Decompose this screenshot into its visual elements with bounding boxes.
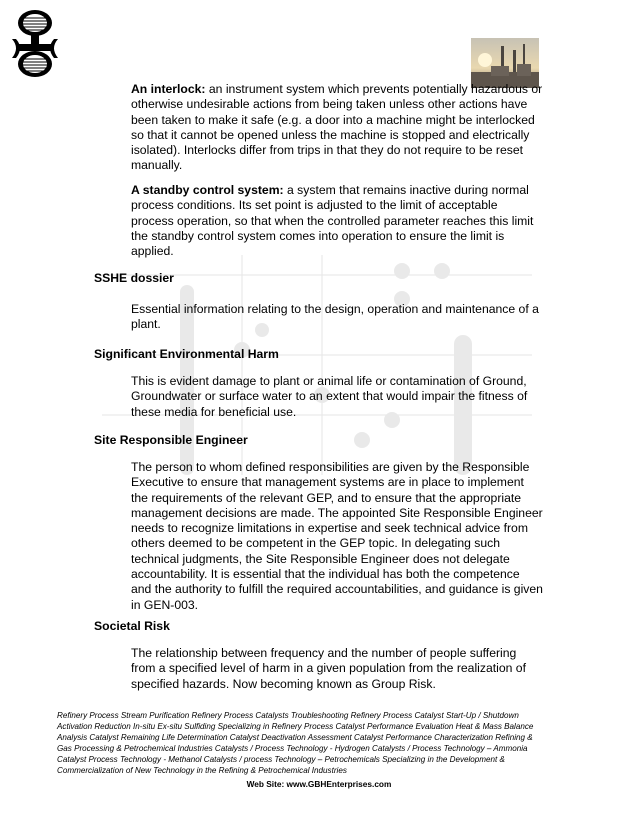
definition-interlock: [131, 82, 543, 174]
definition-text: an instrument system which prevents potentially hazardous or otherwise undesirable actions from being taken unless other actions have been taken to make it safe (e.g. a door into a machine might be interlocked so that it cannot be opened unless the machine is stopped and electrically isolated). Interlocks differ from trips in that they do not require to be reset manually.: [131, 82, 543, 173]
footer-services: Refinery Process Stream Purification Refinery Process Catalysts Troubleshooting Refinery Process Catalyst Start-Up / Shutdown Activation Reduction In-situ Ex-situ Sulfiding Specializing in Refinery Process Catalyst Performance Evaluation Heat & Mass Balance Analysis Catalyst Remaining Life Determination Catalyst Deactivation Assessment Catalyst Performance Characterization Refining & Gas Processing & Petrochemical Industries Catalysts / Process Technology - Hydrogen Catalysts / Process Technology – Ammonia Catalyst Process Technology - Methanol Catalysts / process Technology – Petrochemicals Specializing in the Development & Commercialization of New Technology in the Refining & Petrochemical Industries: [57, 711, 534, 775]
definition-term: A standby control system:: [131, 183, 284, 197]
definition-term: An interlock:: [131, 82, 206, 96]
heading-site-responsible-engineer: Site Responsible Engineer: [94, 433, 248, 447]
section-body: The person to whom defined responsibilities are given by the Responsible Executive to ensure that management systems are in place to implement the requirements of the relevant GEP, and to ensure that the appropriate management decisions are made. The appointed Site Responsible Engineer needs to recognize limitations in expertise and seek technical advice from others deemed to be competent in the GEP topic. In delegating such technical judgments, the Site Responsible Engineer does not delegate accountability. It is essential that the individual has both the competence and the authority to fulfill the required accountabilities, and guidance is given in GEN-003.: [131, 460, 543, 612]
refinery-photo: [471, 38, 539, 88]
footer-website: Web Site: www.GBHEnterprises.com: [246, 779, 392, 789]
section-body: This is evident damage to plant or animal life or contamination of Ground, Groundwater or surface water to an extent that would impair the fitness of these media for beneficial use.: [131, 374, 528, 419]
definition-text: a system that remains inactive during normal process conditions. Its set point is adjusted to the limit of acceptable process operation, so that when the controlled parameter reaches this limit the standby control system comes into operation to ensure the limit is applied.: [131, 183, 534, 259]
heading-societal-risk: Societal Risk: [94, 619, 170, 633]
section-body: The relationship between frequency and the number of people suffering from a specified level of harm in a given population from the realization of specified hazards. Now becoming known as Group Risk.: [131, 646, 526, 691]
gbh-logo: [10, 6, 60, 80]
definition-standby-control-system: [131, 183, 543, 259]
section-body: Essential information relating to the design, operation and maintenance of a plant.: [131, 302, 539, 332]
heading-sshe-dossier: SSHE dossier: [94, 271, 174, 285]
heading-significant-environmental-harm: Significant Environmental Harm: [94, 347, 279, 361]
